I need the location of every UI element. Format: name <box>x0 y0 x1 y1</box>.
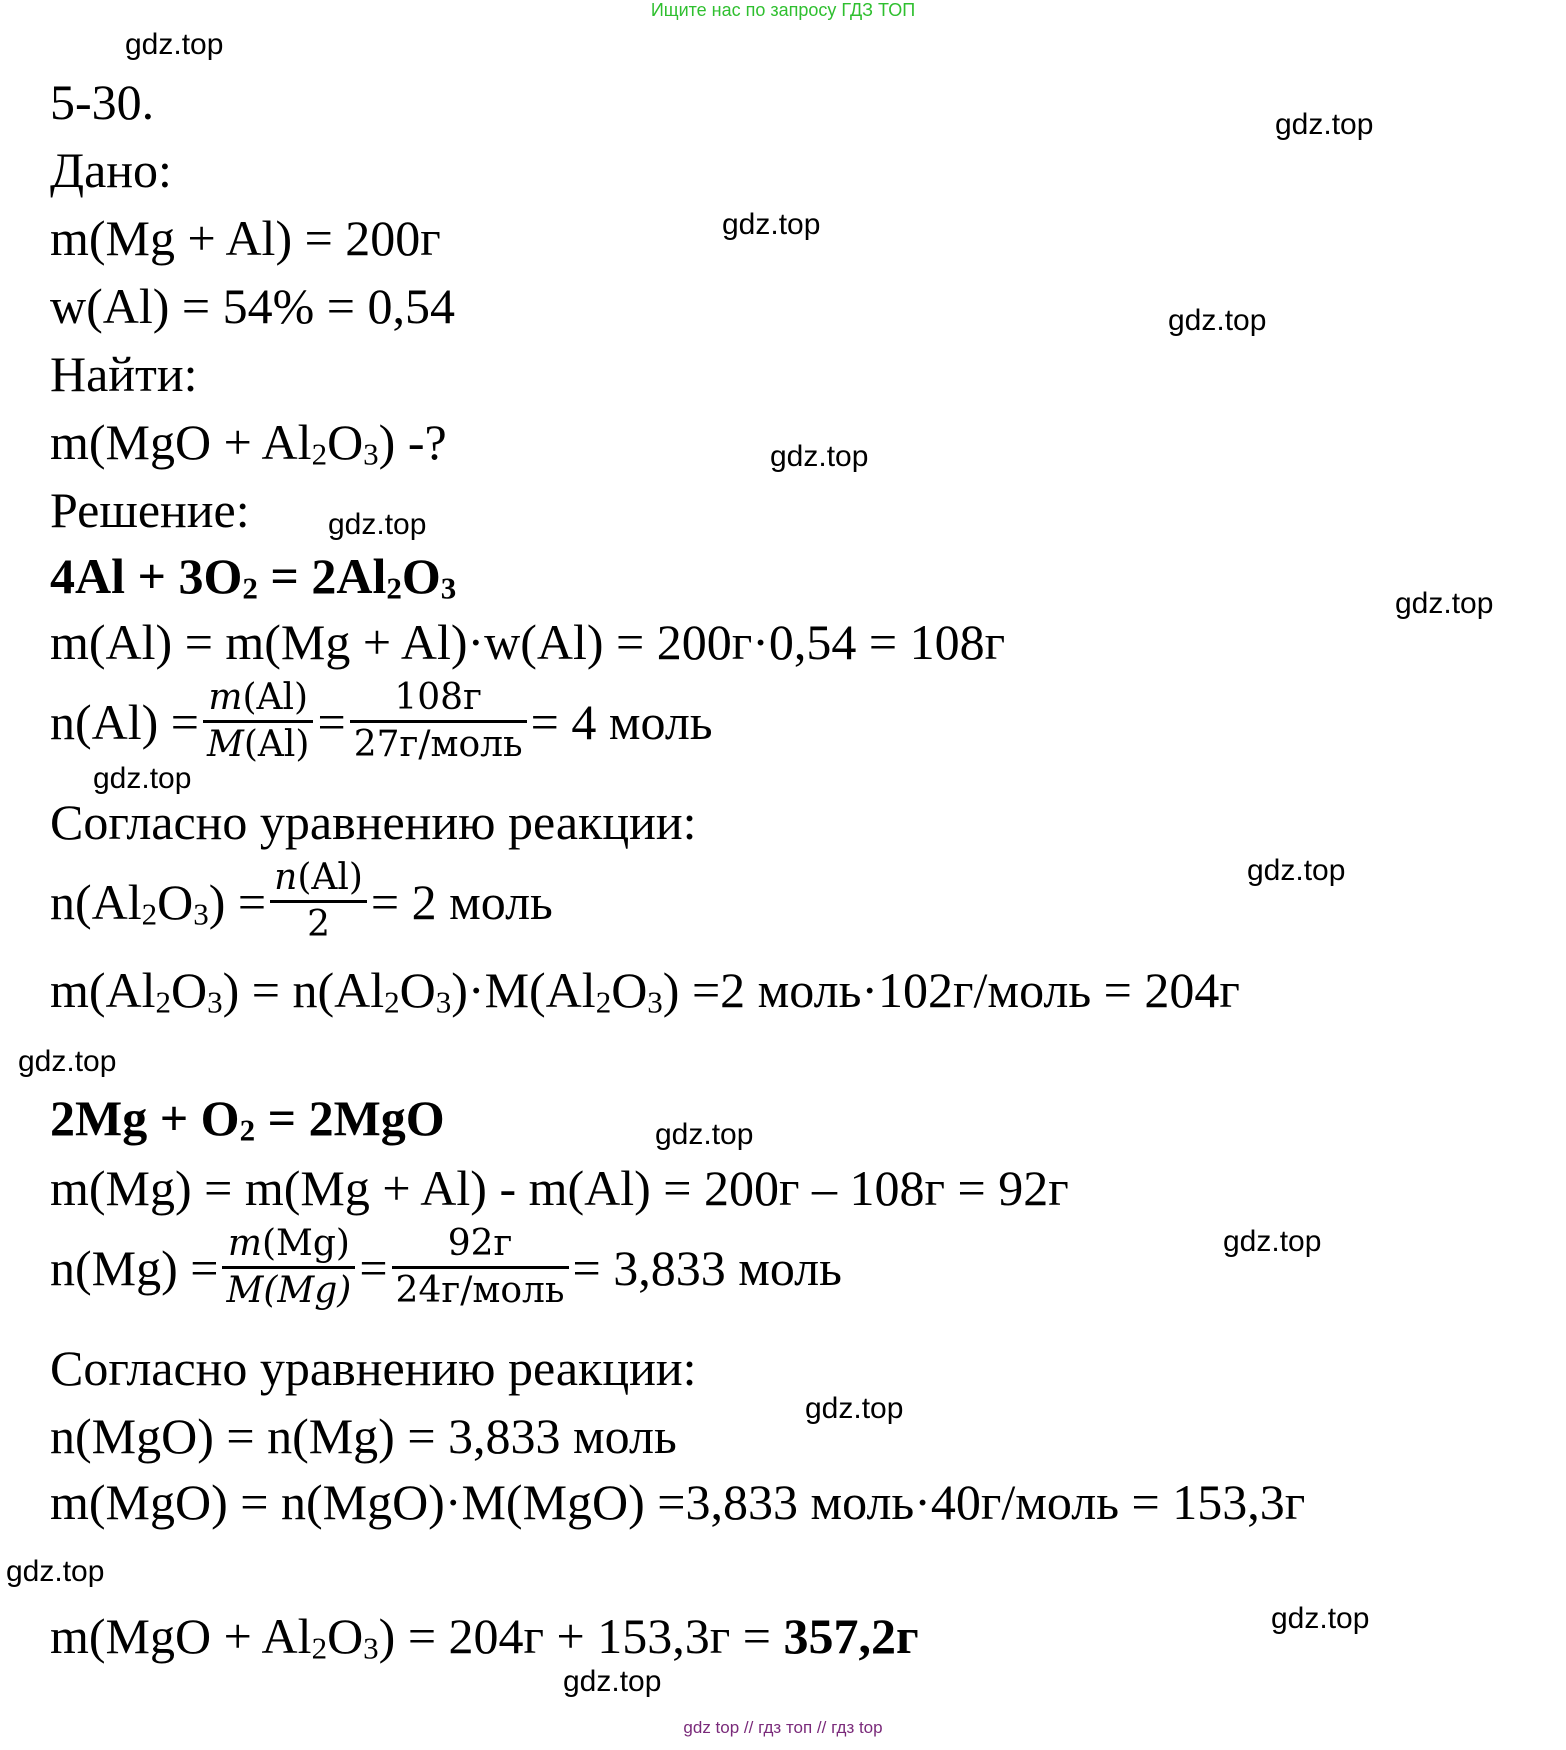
watermark: gdz.top <box>770 440 869 473</box>
watermark: gdz.top <box>563 1665 662 1698</box>
reaction-equation-al: $4Al + 3O_2 = 2Al_2O_3$ <box>50 548 457 606</box>
fraction-108-over-27: $\frac{108г}{\text{27г/моль}}$ <box>350 676 527 767</box>
moles-mgo-calc: n(MgO) = n(Mg) = 3,833 моль <box>50 1408 677 1464</box>
watermark: gdz.top <box>1395 587 1494 620</box>
watermark: gdz.top <box>655 1118 754 1151</box>
problem-number: 5-30. <box>50 74 155 130</box>
given-mass-mixture: m(Mg + Al) = 200г <box>50 210 441 266</box>
fraction-m-over-M-al: $\frac{m(Al)}{M(Al)}$ <box>203 676 313 767</box>
final-answer: 357,2г <box>783 1608 919 1664</box>
watermark: gdz.top <box>18 1045 117 1078</box>
reaction-equation-mg: $2Mg + O_2 = 2MgO$ <box>50 1090 445 1148</box>
mass-al2o3-calc: $m(Al_2O_3) = n(Al_2O_3)\cdot M(Al_2O_3) =2$ моль·102г/моль = 204г <box>50 962 1240 1020</box>
watermark: gdz.top <box>93 762 192 795</box>
watermark: gdz.top <box>6 1555 105 1588</box>
according-equation-1: Согласно уравнению реакции: <box>50 794 697 850</box>
find-expression: $m(MgO + Al_2O_3)$ -? <box>50 414 447 472</box>
watermark: gdz.top <box>805 1392 904 1425</box>
mass-al-calc: m(Al) = m(Mg + Al)·w(Al) = 200г·0,54 = 108г <box>50 614 1006 670</box>
fraction-m-over-M-mg: $\frac{m(Mg)}{M(Mg)}$ <box>222 1222 355 1313</box>
fraction-92-over-24: $\frac{92г}{\text{24г/моль}}$ <box>392 1222 569 1313</box>
bottom-banner: gdz top // гдз топ // гдз top <box>683 1718 883 1737</box>
fraction-n-al-over-2: $\frac{n(Al)}{2}$ <box>270 856 367 947</box>
given-label: Дано: <box>50 142 172 198</box>
mass-mgo-calc: m(MgO) = n(MgO)·M(MgO) =3,833 моль·40г/моль = 153,3г <box>50 1474 1306 1530</box>
watermark: gdz.top <box>722 208 821 241</box>
mass-mg-calc: m(Mg) = m(Mg + Al) - m(Al) = 200г – 108г = 92г <box>50 1160 1069 1216</box>
watermark: gdz.top <box>328 508 427 541</box>
watermark: gdz.top <box>125 28 224 61</box>
find-label: Найти: <box>50 346 198 402</box>
total-mass-calc: $m(MgO + Al_2O_3) = 204г + 153,3г = 357,2г$ <box>50 1608 919 1666</box>
moles-al-calc: n(Al) = $\frac{m(Al)}{M(Al)}$ = $\frac{108г}{\text{27г/моль}}$ = 4 моль <box>50 677 713 765</box>
solution-label: Решение: <box>50 482 250 538</box>
watermark: gdz.top <box>1275 108 1374 141</box>
given-mass-fraction-al: w(Al) = 54% = 0,54 <box>50 278 455 334</box>
watermark: gdz.top <box>1223 1225 1322 1258</box>
according-equation-2: Согласно уравнению реакции: <box>50 1340 697 1396</box>
moles-al2o3-calc: $n(Al_2O_3)$ = $\frac{n(Al)}{2}$ = 2 моль <box>50 857 553 945</box>
top-banner: Ищите нас по запросу ГДЗ ТОП <box>650 0 916 20</box>
watermark: gdz.top <box>1247 854 1346 887</box>
moles-mg-calc: n(Mg) = $\frac{m(Mg)}{M(Mg)}$ = $\frac{92г}{\text{24г/моль}}$ = 3,833 моль <box>50 1223 842 1311</box>
watermark: gdz.top <box>1271 1602 1370 1635</box>
watermark: gdz.top <box>1168 304 1267 337</box>
